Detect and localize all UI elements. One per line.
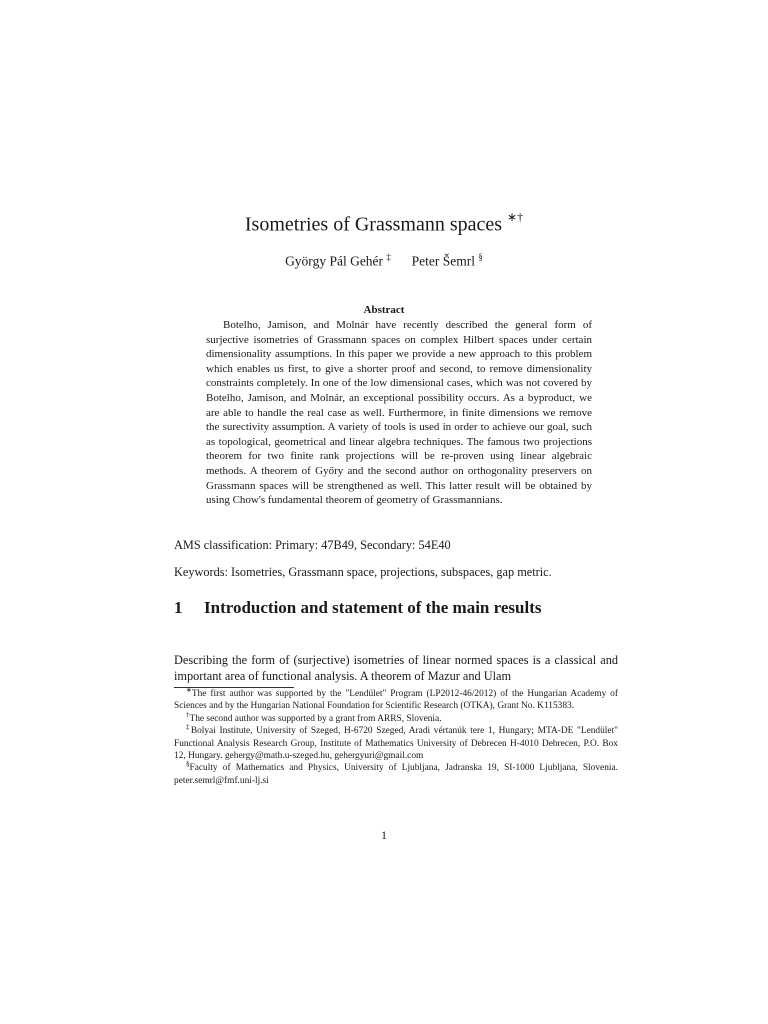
author-name: Peter Šemrl: [411, 253, 476, 269]
section-title: Introduction and statement of the main results: [204, 598, 542, 617]
author-list: [0, 248, 768, 271]
footnote-text: Bolyai Institute, University of Szeged, H-6720 Szeged, Aradi vértanúk tere 1, Hungary; MTA-DE "Lendület" Functional Analysis Research Group, Institute of Mathematics University of Debrecen H-4010 Debrecen, P.O. Box 12, Hungary. gehergy@math.u-szeged.hu, gehergyuri@gmail.com: [174, 726, 619, 762]
footnote: [174, 710, 618, 725]
footnote-text: The first author was supported by the "Lendület" Program (LP2012-46/2012) of the Hungarian Academy of Sciences and by the Hungarian National Foundation for Scientific Research (OTKA), Grant No. K115383.: [174, 689, 618, 712]
footnote: [174, 685, 618, 713]
paper-title: [0, 206, 768, 238]
footnote-text: Faculty of Mathematics and Physics, University of Ljubljana, Jadranska 19, SI-1000 Ljubljana, Slovenia. peter.semrl@fmf.uni-lj.si: [174, 763, 618, 786]
footnote: [174, 725, 618, 762]
section-heading: [174, 596, 624, 620]
footnote-mark: †: [186, 710, 190, 719]
author-footnote-mark: ‡: [386, 252, 391, 262]
author-name: György Pál Gehér: [285, 253, 384, 269]
intro-paragraph: Describing the form of (surjective) isometries of linear normed spaces is a classical and important area of functional analysis. A theorem of Mazur and Ulam: [174, 653, 618, 683]
keywords: Keywords: Isometries, Grassmann space, projections, subspaces, gap metric.: [174, 565, 552, 579]
ams-classification: AMS classification: Primary: 47B49, Secondary: 54E40: [174, 538, 451, 552]
footnote-mark: ‡: [186, 723, 191, 732]
title-footnote-marks: ∗†: [507, 210, 524, 224]
footnote: [174, 762, 618, 787]
paper-title-text: Isometries of Grassmann spaces: [244, 213, 503, 236]
footnote-text: The second author was supported by a grant from ARRS, Slovenia.: [189, 713, 442, 724]
abstract-heading: Abstract: [363, 304, 405, 316]
footnote-mark: ∗: [186, 685, 192, 694]
abstract-body: Botelho, Jamison, and Molnár have recently described the general form of surjective isometries of Grassmann spaces on complex Hilbert spaces under certain dimensionality assumptions. In this paper we provide a new approach to this problem which enables us first, to give a shorter proof and second, to remove dimensionality constraints completely. In one of the low dimensional cases, which was not covered by Botelho, Jamison, and Molnár, an exceptional possibility occurs. As a byproduct, we are able to handle the real case as well. Furthermore, in finite dimensions we remove the surectivity assumption. A variety of tools is used in order to achieve our goal, such as topological, geometrical and linear algebra techniques. The famous two projections theorem for two finite rank projections will be re-proven using linear algebraic methods. A theorem of Győry and the second author on orthogonality preservers on Grassmann spaces will be strengthened as well. This latter result will be obtained by using Chow's fundamental theorem of geometry of Grassmannians.: [206, 319, 592, 507]
footnotes: [174, 685, 619, 787]
footnote-mark: §: [186, 760, 190, 769]
author-footnote-mark: §: [478, 252, 483, 262]
page-number: 1: [381, 828, 387, 842]
section-number: 1: [174, 598, 183, 617]
